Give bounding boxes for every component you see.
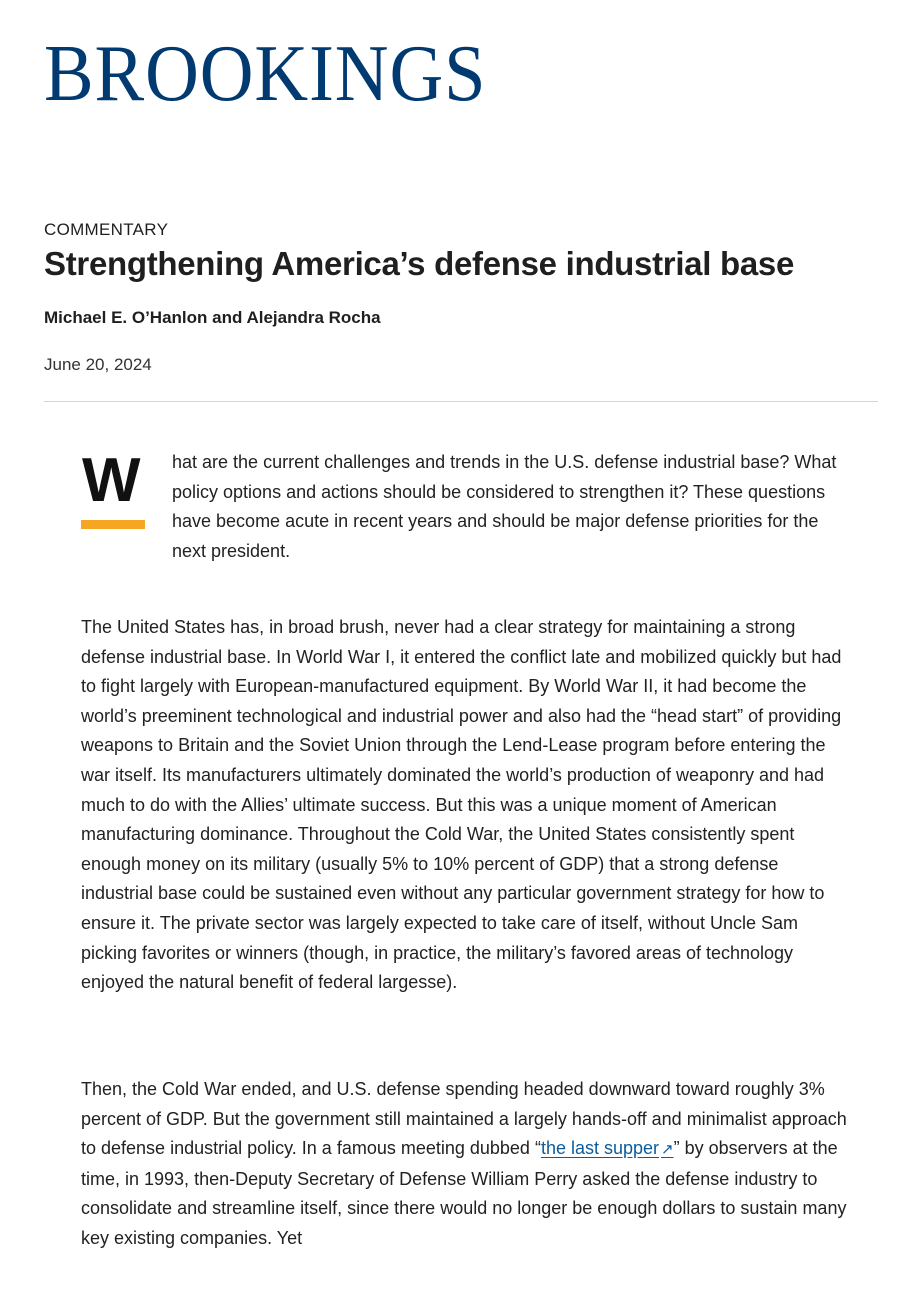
paragraph-2-text-before-link: Then, the Cold War ended, and U.S. defense spending headed downward toward roughly 3% percent of GDP. But the government still maintained a largely hands-off and minimalist approach to defense industrial policy. In a famous meeting dubbed “ xyxy=(81,1079,847,1159)
article-authors[interactable]: Michael E. O’Hanlon and Alejandra Rocha xyxy=(44,308,381,327)
article-date: June 20, 2024 xyxy=(44,355,152,374)
page-title: Strengthening America’s defense industrial base xyxy=(44,245,794,282)
last-supper-link[interactable] xyxy=(541,1138,674,1158)
brookings-logo[interactable]: BROOKINGS xyxy=(44,30,487,118)
header-divider xyxy=(44,401,878,402)
body-paragraph-1: The United States has, in broad brush, never had a clear strategy for maintaining a strong defense industrial base. In World War I, it entered the conflict late and mobilized quickly but had to fight largely with European-manufactured equipment. By World War II, it had become the world’s preeminent technological and industrial power and also had the “head start” of providing weapons to Britain and the Soviet Union through the Lend-Lease program before entering the war itself. Its manufacturers ultimately dominated the world’s production of weaponry and had much to do with the Allies’ ultimate success. But this was a unique moment of American manufacturing dominance. Throughout the Cold War, the United States consistently spent enough money on its military (usually 5% to 10% percent of GDP) that a strong defense industrial base could be sustained even without any particular government strategy for how to ensure it. The private sector was largely expected to take care of itself, without Uncle Sam picking favorites or winners (though, in practice, the military’s favored areas of technology enjoyed the natural benefit of federal largesse). xyxy=(81,617,842,993)
drop-cap-accent-bar xyxy=(81,520,145,529)
lead-paragraph: hat are the current challenges and trends in the U.S. defense industrial base? What policy options and actions should be considered to strengthen it? These questions have become acute in recent years and should be major defense priorities for the next president. xyxy=(172,452,837,561)
drop-cap: W xyxy=(82,446,141,515)
external-link-icon[interactable]: ↗ xyxy=(661,1141,674,1159)
last-supper-link-text[interactable]: the last supper xyxy=(540,1138,660,1159)
article-kicker: COMMENTARY xyxy=(44,220,169,239)
body-paragraph-2 xyxy=(81,1075,849,1254)
paragraph-2-text-after-link: ” by observers at the time, in 1993, then-Deputy Secretary of Defense William Perry asked the defense industry to consolidate and streamline itself, since there would no longer be enough dollars to sustain many key existing companies. Yet xyxy=(81,1138,847,1248)
